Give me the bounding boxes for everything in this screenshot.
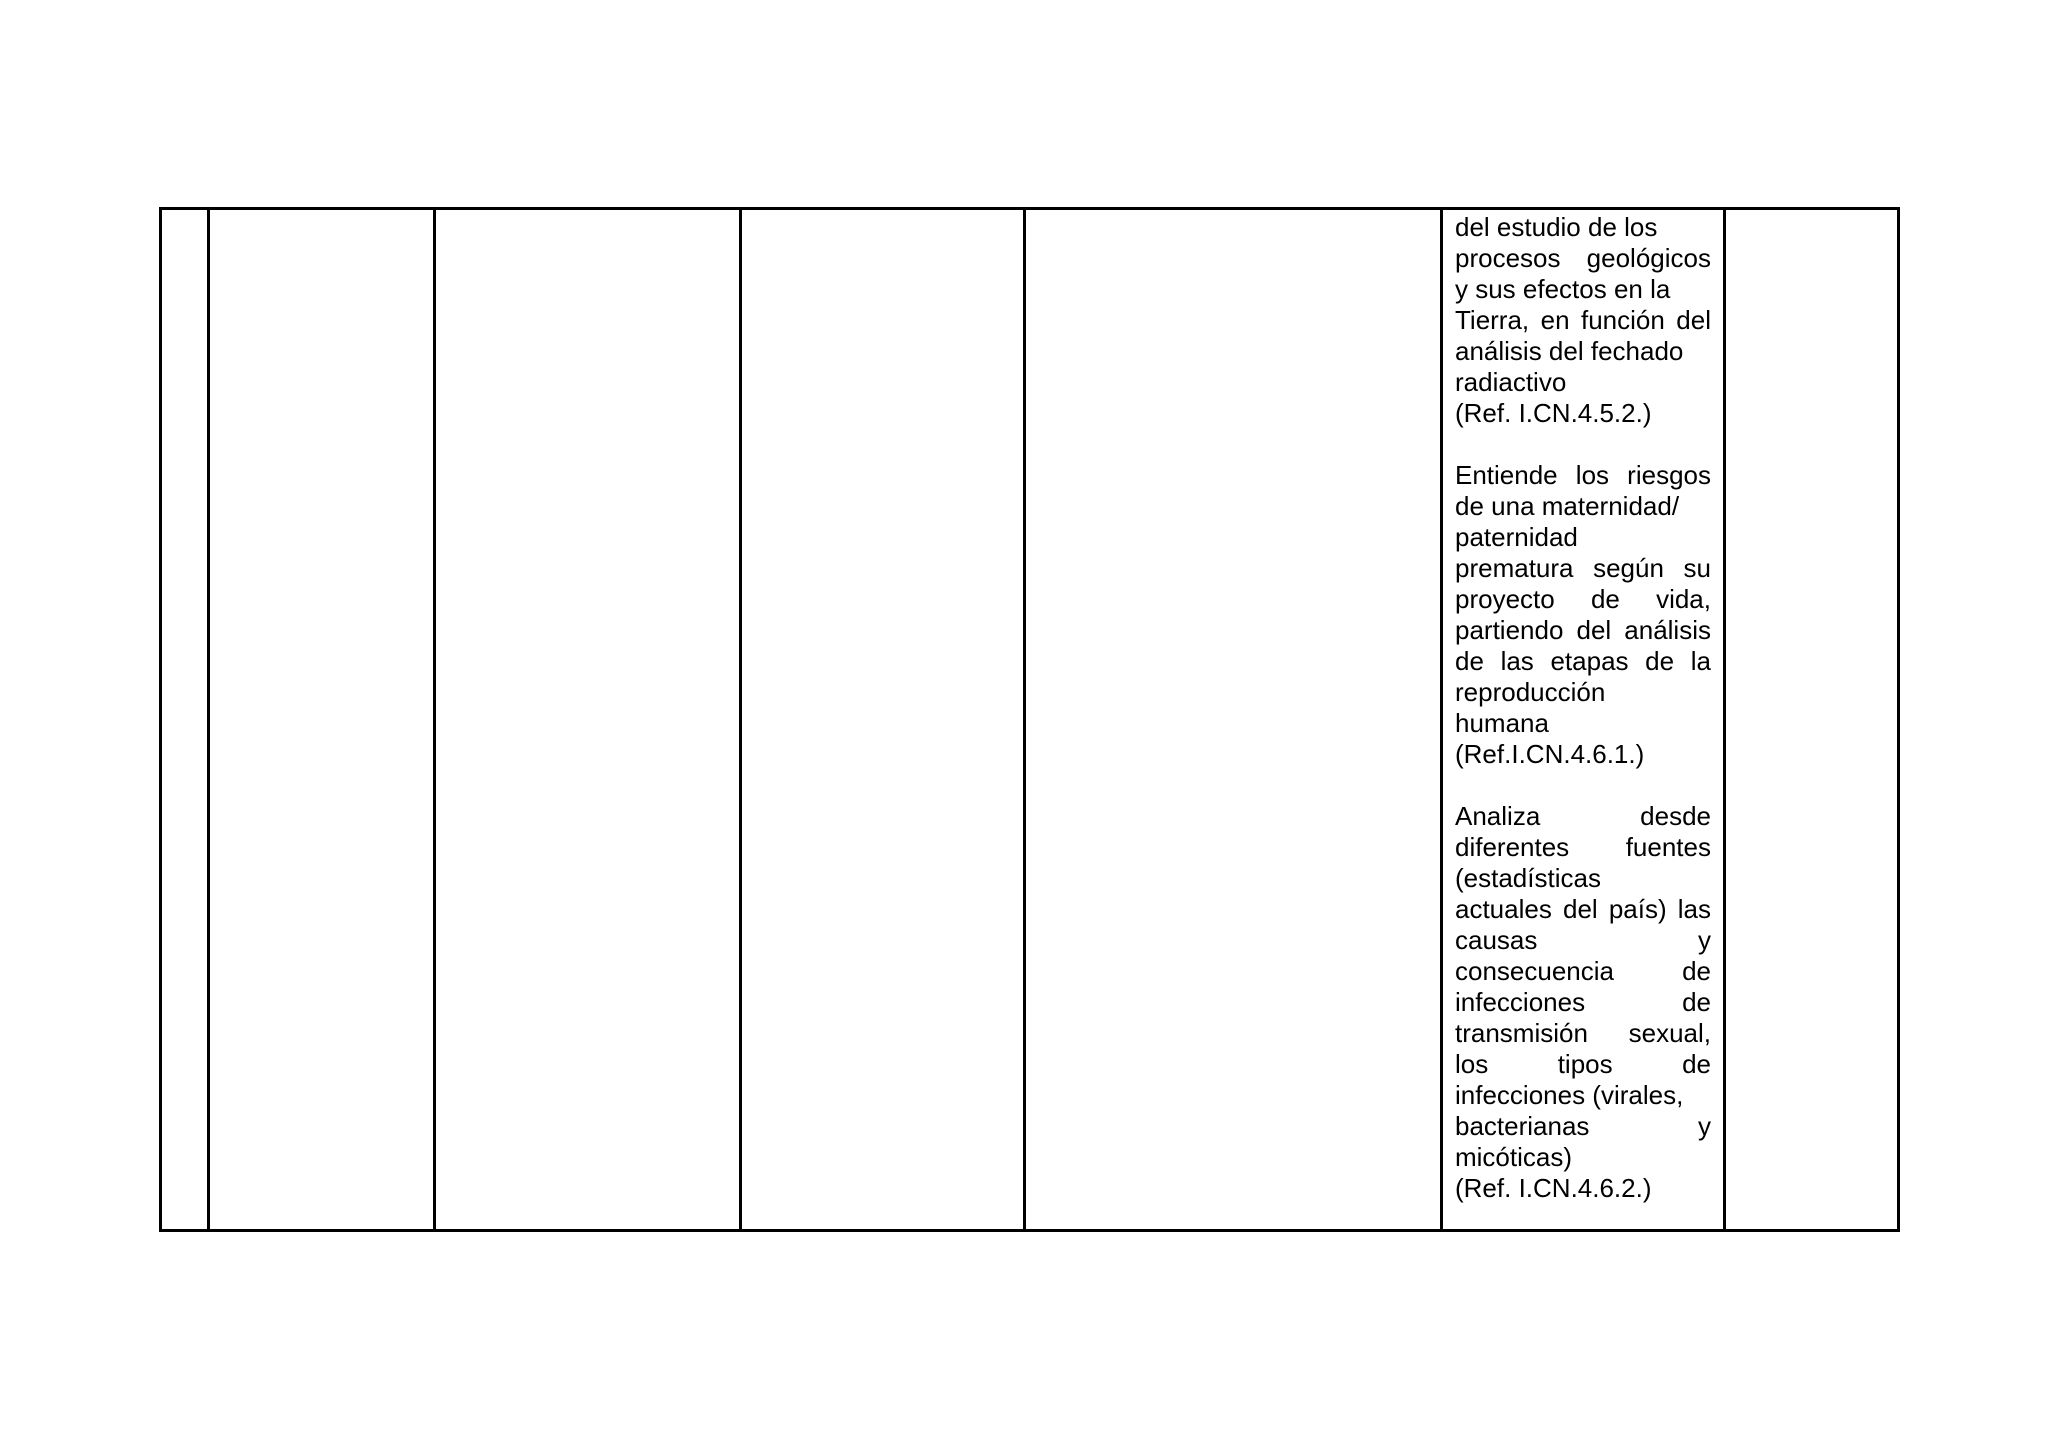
paragraph-geological-processes [1455,212,1711,429]
text-line: diferentes fuentes [1455,832,1711,862]
text-line: actuales del país) las [1455,894,1711,924]
text-line: análisis del fechado [1455,336,1684,366]
table-cell-col-4 [741,209,1025,1231]
text-line: humana [1455,708,1549,738]
text-line: de una maternidad/ [1455,491,1680,521]
reference-line: (Ref.I.CN.4.6.1.) [1455,739,1645,769]
text-line: causas y [1455,925,1711,955]
text-line: infecciones de [1455,987,1711,1017]
reference-line: (Ref. I.CN.4.5.2.) [1455,398,1652,428]
paragraph-premature-parenthood [1455,460,1711,770]
table-cell-col-2 [209,209,435,1231]
table-row [161,209,1899,1231]
text-line: Entiende los riesgos [1455,460,1711,490]
text-line: reproducción [1455,677,1606,707]
text-line: micóticas) [1455,1142,1573,1172]
text-line: de las etapas de la [1455,646,1711,676]
table-cell-col-7 [1725,209,1899,1231]
paragraph-sexual-infections [1455,801,1711,1204]
table-cell-col-6 [1442,209,1725,1231]
curriculum-table [159,207,1900,1232]
text-line: Tierra, en función del [1455,305,1711,335]
evaluation-criteria-text [1443,210,1723,1204]
table-cell-col-3 [435,209,741,1231]
text-line: radiactivo [1455,367,1567,397]
table-cell-col-5 [1025,209,1442,1231]
text-line: (estadísticas [1455,863,1601,893]
text-line: procesos geológicos [1455,243,1711,273]
text-line: proyecto de vida, [1455,584,1711,614]
text-line: consecuencia de [1455,956,1711,986]
text-line: Analiza desde [1455,801,1711,831]
text-line: partiendo del análisis [1455,615,1711,645]
text-line: transmisión sexual, [1455,1018,1711,1048]
text-line: los tipos de [1455,1049,1711,1079]
reference-line: (Ref. I.CN.4.6.2.) [1455,1173,1652,1203]
text-line: del estudio de los [1455,212,1658,242]
table-cell-col-1 [161,209,209,1231]
text-line: y sus efectos en la [1455,274,1671,304]
text-line: prematura según su [1455,553,1711,583]
text-line: bacterianas y [1455,1111,1711,1141]
text-line: infecciones (virales, [1455,1080,1684,1110]
text-line: paternidad [1455,522,1578,552]
